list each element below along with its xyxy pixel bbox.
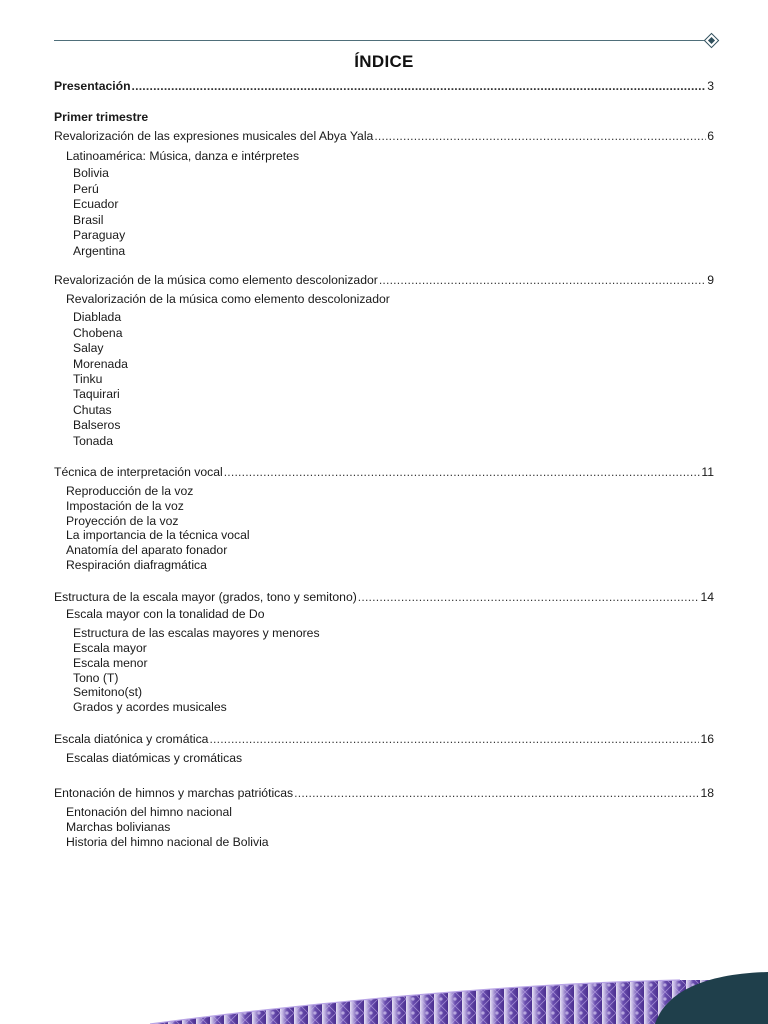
toc-item[interactable]: Chobena (73, 326, 123, 340)
toc-page-number: 14 (700, 590, 714, 604)
toc-item[interactable]: Tono (T) (73, 671, 119, 685)
toc-leader-dots (294, 786, 699, 801)
trimester-heading: Primer trimestre (54, 110, 149, 124)
toc-subentry[interactable]: Escala mayor con la tonalidad de Do (66, 607, 265, 621)
toc-subentry[interactable]: Escalas diatómicas y cromáticas (66, 751, 243, 765)
toc-page-number: 11 (701, 465, 714, 479)
toc-subentry[interactable]: Marchas bolivianas (66, 820, 171, 834)
toc-leader-dots (358, 590, 700, 605)
toc-entry-title: Revalorización de las expresiones musicales del Abya Yala (54, 129, 374, 143)
toc-item[interactable]: Tonada (73, 434, 113, 448)
toc-entry[interactable] (54, 590, 714, 605)
toc-page-number: 16 (700, 732, 714, 746)
toc-leader-dots (379, 273, 706, 288)
toc-item[interactable]: Grados y acordes musicales (73, 700, 227, 714)
toc-page-number: 18 (700, 786, 714, 800)
toc-entry-title: Presentación (54, 79, 131, 93)
toc-subentry[interactable]: Historia del himno nacional de Bolivia (66, 835, 269, 849)
toc-subentry[interactable]: Proyección de la voz (66, 514, 179, 528)
toc-item[interactable]: Chutas (73, 403, 112, 417)
toc-entry-title: Revalorización de la música como elemento descolonizador (54, 273, 378, 287)
toc-entry[interactable] (54, 465, 714, 480)
toc-item[interactable]: Argentina (73, 244, 126, 258)
toc-entry-title: Escala diatónica y cromática (54, 732, 209, 746)
toc-item[interactable]: Bolivia (73, 166, 109, 180)
toc-item[interactable]: Diablada (73, 310, 122, 324)
toc-entry-presentation[interactable] (54, 79, 714, 94)
toc-subentry[interactable]: Respiración diafragmática (66, 558, 207, 572)
toc-entry[interactable] (54, 732, 714, 747)
toc-subentry[interactable]: Entonación del himno nacional (66, 805, 233, 819)
toc-entry-title: Estructura de la escala mayor (grados, tono y semitono) (54, 590, 357, 604)
toc-item[interactable]: Taquirari (73, 387, 120, 401)
toc-item[interactable]: Balseros (73, 418, 121, 432)
decorative-footer-wave (0, 964, 768, 1024)
toc-entry-title: Técnica de interpretación vocal (54, 465, 223, 479)
toc-subentry[interactable]: Revalorización de la música como elemento descolonizador (66, 292, 390, 306)
page-title: ÍNDICE (354, 52, 414, 71)
toc-page-number: 9 (707, 273, 714, 287)
toc-entry-title: Entonación de himnos y marchas patrióticas (54, 786, 294, 800)
toc-leader-dots (374, 129, 706, 144)
toc-leader-dots (224, 465, 701, 480)
toc-item[interactable]: Estructura de las escalas mayores y menores (73, 626, 320, 640)
toc-item[interactable]: Brasil (73, 213, 104, 227)
toc-item[interactable]: Escala mayor (73, 641, 147, 655)
toc-item[interactable]: Paraguay (73, 228, 126, 242)
toc-entry[interactable] (54, 129, 714, 144)
toc-entry[interactable] (54, 273, 714, 288)
toc-item[interactable]: Salay (73, 341, 104, 355)
toc-subentry[interactable]: La importancia de la técnica vocal (66, 528, 250, 542)
toc-subentry[interactable]: Impostación de la voz (66, 499, 184, 513)
toc-entry[interactable] (54, 786, 714, 801)
toc-page-number: 3 (707, 79, 714, 93)
toc-leader-dots (132, 79, 707, 94)
toc-leader-dots (209, 732, 699, 747)
toc-item[interactable]: Tinku (73, 372, 103, 386)
toc-subentry[interactable]: Reproducción de la voz (66, 484, 194, 498)
toc-item[interactable]: Semitono(st) (73, 685, 143, 699)
toc-subentry[interactable]: Anatomía del aparato fonador (66, 543, 228, 557)
toc-item[interactable]: Escala menor (73, 656, 148, 670)
toc-item[interactable]: Morenada (73, 357, 128, 371)
toc-subentry[interactable]: Latinoamérica: Música, danza e intérpretes (66, 149, 300, 163)
toc-page-number: 6 (707, 129, 714, 143)
toc-item[interactable]: Perú (73, 182, 99, 196)
toc-item[interactable]: Ecuador (73, 197, 119, 211)
